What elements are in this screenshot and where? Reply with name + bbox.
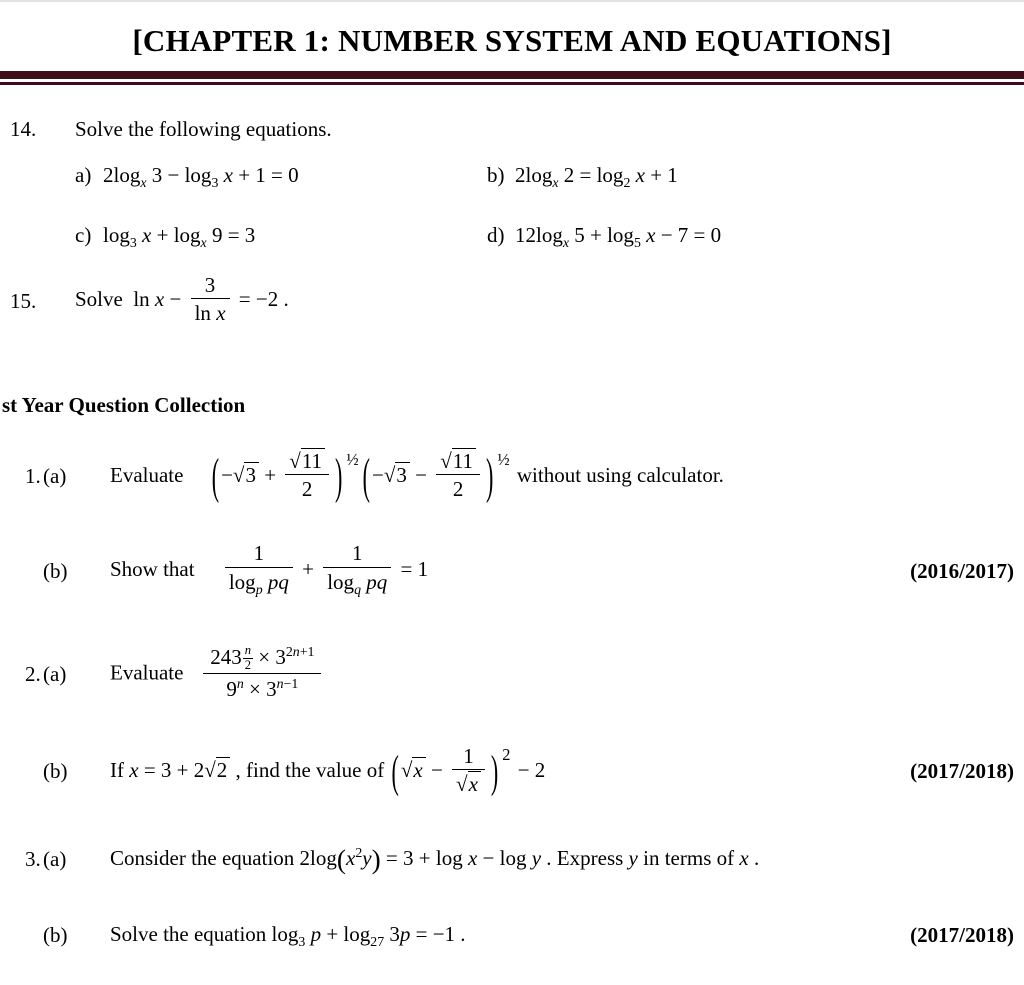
part-content: Show that $\frac{1}{\log_p pq}$ + $\frac{1}{\log_q pq}$ = 1 (110, 541, 429, 597)
question-3a (0, 844, 1024, 874)
question-number: 14. (10, 117, 37, 142)
question-parts (75, 161, 1024, 254)
part-d (487, 221, 1024, 253)
part-content: Evaluate 243 $\frac{n}{2}$ × $3^{2n+1}$ $9^n \times 3^{n-1}$ (110, 646, 1014, 704)
year-tag: (2017/2018) (910, 923, 1014, 948)
part-label: (b) (43, 923, 68, 948)
part-label: c) (75, 223, 92, 248)
question-2b (0, 744, 1024, 799)
year-tag: (2017/2018) (910, 758, 1014, 783)
math-expression: $2\log_x$ $2 = \log_2 x + 1$ (515, 162, 678, 190)
part-content: Evaluate (−√3 + $\frac{√11}{2}$ ) $^{\frac{1}{2}}$ (−√3 − $\frac{√11}{2}$ ) $^{\frac{1}{2}}$ without using calculator. (110, 448, 724, 505)
question-15 (0, 275, 1024, 327)
part-b (487, 161, 1024, 193)
part-label: (b) (43, 758, 68, 783)
part-label: (a) (43, 846, 67, 871)
part-label: a) (75, 162, 92, 187)
item-number: 2. (25, 662, 41, 687)
question-prompt: Solve the following equations. (75, 117, 332, 142)
question-body (75, 115, 1024, 253)
part-content: Solve the equation $\log_3 p + \log_{27} 3p = -1$ . (110, 921, 466, 949)
math-expression: $\log_3 x + \log_x 9 = 3$ (103, 223, 256, 251)
item-number: 1. (25, 464, 41, 489)
header-rule (0, 71, 1024, 85)
question-number: 15. (10, 289, 37, 314)
question-14 (0, 115, 1024, 253)
part-content: Consider the equation $2\log(x^2y) = 3 + \log x - \log y$ . Express y in terms of x . (110, 844, 760, 875)
part-content: If x = 3 + 2√2 , find the value of (√x − $\frac{1}{√x}$ ) $^2$ − 2 (110, 743, 546, 797)
year-tag: (2016/2017) (910, 559, 1014, 584)
chapter-title: [CHAPTER 1: NUMBER SYSTEM AND EQUATIONS] (132, 23, 892, 58)
section-heading: st Year Question Collection (2, 392, 246, 417)
math-expression: $12\log_x$ $5 + \log_5 x - 7 = 0$ (515, 223, 722, 251)
part-label: d) (487, 223, 505, 248)
question-content: Solve ln x − $\frac{3}{\text{ln x}}$ = −2 . (75, 273, 289, 326)
part-label: (b) (43, 559, 68, 584)
part-label: (a) (43, 464, 67, 489)
part-a (75, 161, 487, 193)
math-expression: $2\log_x$ $3 - \log_3 x + 1 = 0$ (103, 162, 299, 190)
part-c (75, 221, 487, 253)
part-label: (a) (43, 662, 67, 687)
question-3b (0, 920, 1024, 952)
item-number: 3. (25, 846, 41, 871)
part-label: b) (487, 162, 505, 187)
question-2a (0, 642, 1024, 704)
question-1b (0, 543, 1024, 599)
question-1a (0, 449, 1024, 504)
